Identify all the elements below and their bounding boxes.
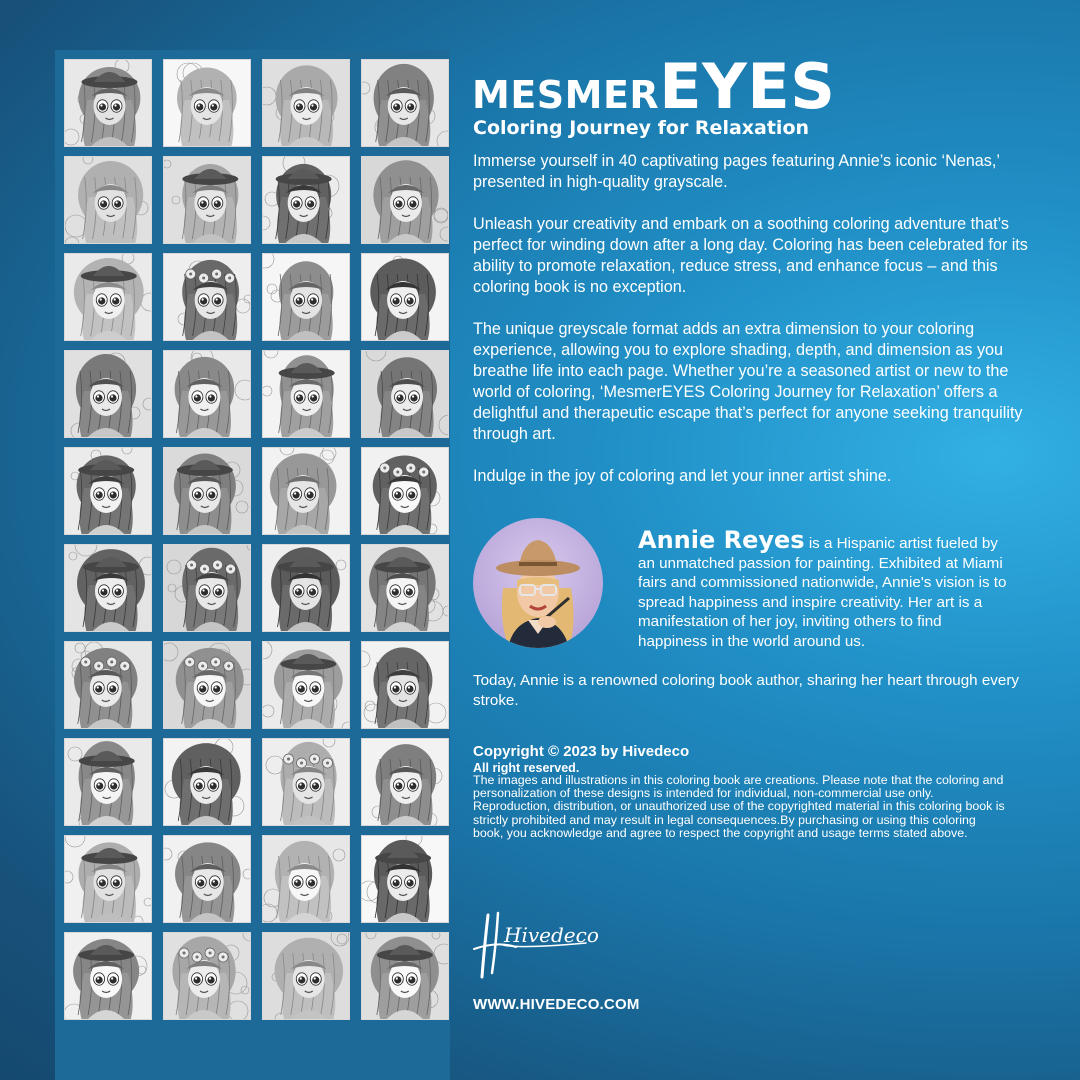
coloring-page-thumbnail-icon [64, 544, 152, 632]
coloring-page-thumbnail-icon [163, 59, 251, 147]
coloring-page-thumbnail-icon [262, 350, 350, 438]
coloring-page-thumbnail-icon [64, 932, 152, 1020]
author-name: Annie Reyes [638, 526, 805, 554]
title-emphasis: EYES [659, 50, 836, 123]
book-subtitle: Coloring Journey for Relaxation [473, 117, 810, 139]
coloring-page-thumbnail-icon [262, 641, 350, 729]
coloring-page-thumbnail-icon [262, 156, 350, 244]
coloring-page-thumbnail-icon [163, 253, 251, 341]
coloring-page-thumbnail-icon [262, 835, 350, 923]
coloring-page-thumbnail-icon [361, 59, 449, 147]
coloring-page-thumbnail-icon [361, 641, 449, 729]
coloring-page-thumbnail-icon [262, 932, 350, 1020]
author-today: Today, Annie is a renowned coloring book author, sharing her heart through every stroke. [473, 672, 1019, 709]
coloring-page-thumbnail-icon [262, 253, 350, 341]
coloring-page-thumbnail-icon [361, 156, 449, 244]
coloring-page-thumbnail-icon [361, 350, 449, 438]
coloring-page-thumbnail-icon [64, 156, 152, 244]
coloring-page-thumbnail-icon [361, 544, 449, 632]
coloring-page-thumbnail-icon [361, 253, 449, 341]
description-paragraph: The unique greyscale format adds an extra dimension to your coloring experience, allowing you to explore shading, depth, and dimension as you breathe life into each page. Whether you’re a seasoned artist or new to the world of coloring, ‘MesmerEYES Coloring Journey for Relaxation’ offers a delightful and therapeutic escape that’s perfect for anyone seeking tranquility through art. [473, 320, 1023, 443]
coloring-page-thumbnail-icon [163, 156, 251, 244]
coloring-page-thumbnail-icon [361, 932, 449, 1020]
coloring-page-thumbnail-icon [64, 738, 152, 826]
title-prefix: MESMER [472, 73, 660, 117]
coloring-page-thumbnail-icon [64, 59, 152, 147]
coloring-page-thumbnail-icon [64, 350, 152, 438]
hivedeco-logo [468, 905, 598, 989]
coloring-page-thumbnail-icon [163, 544, 251, 632]
coloring-page-thumbnail-icon [361, 447, 449, 535]
coloring-page-thumbnail-icon [262, 447, 350, 535]
book-title [472, 50, 835, 123]
website-link[interactable]: WWW.HIVEDECO.COM [473, 996, 640, 1013]
copyright-body: The images and illustrations in this coloring book are creations. Please note that the coloring and personalization of these designs is intended for individual, non-commercial use only. Reproduction, distribution, or unauthorized use of the copyrighted material in this coloring book is strictly prohibited and may result in legal consequences.By purchasing or using this coloring book, you acknowledge and agree to respect the copyright and usage terms stated above. [473, 773, 1005, 840]
author-bio [638, 526, 1008, 651]
coloring-page-thumbnail-icon [262, 738, 350, 826]
copyright-title: Copyright © 2023 by Hivedeco [473, 743, 690, 760]
book-description [473, 151, 1033, 508]
coloring-page-thumbnail-icon [64, 253, 152, 341]
coloring-page-thumbnail-icon [163, 738, 251, 826]
author-bio-text: is a Hispanic artist fueled by an unmatched passion for painting. Exhibited at Miami fairs and commissioned nationwide, Annie's vision is to spread happiness and inspire creativity. Her art is a manifestation of her joy, inviting others to find happiness in the world around us. [638, 535, 1007, 650]
coloring-page-thumbnail-icon [361, 738, 449, 826]
coloring-page-thumbnail-icon [64, 447, 152, 535]
coloring-page-thumbnail-icon [163, 447, 251, 535]
description-paragraph: Immerse yourself in 40 captivating pages featuring Annie’s iconic ‘Nenas,’ presented in high-quality grayscale. [473, 152, 1000, 191]
coloring-page-thumbnail-icon [64, 641, 152, 729]
coloring-page-gallery [55, 50, 450, 1080]
description-paragraph: Unleash your creativity and embark on a soothing coloring adventure that’s perfect for winding down after a long day. Coloring has been celebrated for its ability to promote relaxation, reduce stress, and enhance focus – and this coloring book is no exception. [473, 215, 1028, 296]
coloring-page-thumbnail-icon [262, 59, 350, 147]
author-portrait-icon [473, 518, 603, 648]
coloring-page-thumbnail-icon [64, 835, 152, 923]
coloring-page-thumbnail-icon [163, 835, 251, 923]
coloring-page-thumbnail-icon [163, 641, 251, 729]
copyright-rights: All right reserved. [473, 761, 580, 775]
coloring-page-thumbnail-icon [163, 350, 251, 438]
description-paragraph: Indulge in the joy of coloring and let your inner artist shine. [473, 467, 892, 485]
coloring-page-thumbnail-icon [262, 544, 350, 632]
coloring-page-thumbnail-icon [163, 932, 251, 1020]
coloring-page-thumbnail-icon [361, 835, 449, 923]
logo-text: Hivedeco [504, 923, 598, 947]
